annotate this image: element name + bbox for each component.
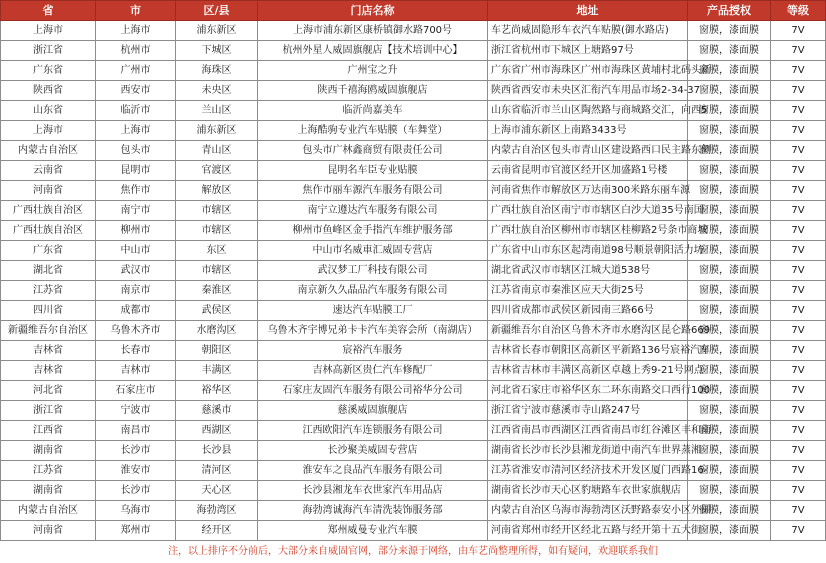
- cell-product-authorization: 窗膜，漆面膜: [688, 161, 771, 181]
- cell-province: 浙江省: [1, 41, 96, 61]
- cell-store-name: 中山市名威車汇威固专营店: [258, 241, 488, 261]
- header-province: 省: [1, 1, 96, 21]
- cell-city: 长春市: [96, 341, 176, 361]
- cell-level: 7V: [771, 521, 826, 541]
- cell-level: 7V: [771, 101, 826, 121]
- cell-province: 广西壮族自治区: [1, 221, 96, 241]
- cell-city: 淮安市: [96, 461, 176, 481]
- cell-store-name: 临沂尚嘉美车: [258, 101, 488, 121]
- cell-address: 湖南省长沙市天心区豹塘路车衣世家旗舰店: [488, 481, 688, 501]
- cell-level: 7V: [771, 321, 826, 341]
- cell-product-authorization: 窗膜，漆面膜: [688, 441, 771, 461]
- cell-city: 南京市: [96, 281, 176, 301]
- cell-province: 广东省: [1, 241, 96, 261]
- cell-store-name: 淮安车之良品汽车服务有限公司: [258, 461, 488, 481]
- cell-province: 上海市: [1, 21, 96, 41]
- cell-province: 四川省: [1, 301, 96, 321]
- cell-product-authorization: 窗膜，漆面膜: [688, 61, 771, 81]
- cell-district: 清河区: [176, 461, 258, 481]
- cell-address: 上海市浦东新区上南路3433号: [488, 121, 688, 141]
- cell-store-name: 吉林高新区贵仁汽车修配厂: [258, 361, 488, 381]
- cell-level: 7V: [771, 201, 826, 221]
- cell-city: 柳州市: [96, 221, 176, 241]
- cell-address: 江苏省淮安市清河区经济技术开发区厦门西路16-: [488, 461, 688, 481]
- footnote: 注，以上排序不分前后，大部分来自威固官网，部分来源于网络，由车艺尚整理所得，如有疑问，欢迎联系我们: [1, 541, 826, 563]
- cell-district: 市辖区: [176, 221, 258, 241]
- cell-province: 广东省: [1, 61, 96, 81]
- cell-level: 7V: [771, 41, 826, 61]
- cell-district: 西湖区: [176, 421, 258, 441]
- cell-city: 长沙市: [96, 481, 176, 501]
- cell-store-name: 长沙聚美威固专营店: [258, 441, 488, 461]
- cell-city: 上海市: [96, 21, 176, 41]
- cell-province: 新疆维吾尔自治区: [1, 321, 96, 341]
- header-level: 等级: [771, 1, 826, 21]
- cell-level: 7V: [771, 341, 826, 361]
- header-row: [1, 1, 826, 21]
- cell-city: 郑州市: [96, 521, 176, 541]
- cell-product-authorization: 窗膜，漆面膜: [688, 361, 771, 381]
- cell-district: 海珠区: [176, 61, 258, 81]
- cell-store-name: 焦作市丽车源汽车服务有限公司: [258, 181, 488, 201]
- cell-store-name: 郑州威曼专业汽车膜: [258, 521, 488, 541]
- cell-store-name: 慈溪威固旗舰店: [258, 401, 488, 421]
- cell-address: 山东省临沂市兰山区陶然路与商城路交汇，向西5: [488, 101, 688, 121]
- cell-product-authorization: 窗膜，漆面膜: [688, 41, 771, 61]
- table-row: [1, 361, 826, 381]
- cell-address: 云南省昆明市官渡区经开区加盛路1号楼: [488, 161, 688, 181]
- cell-store-name: 武汉梦工厂科技有限公司: [258, 261, 488, 281]
- footnote-row: [1, 541, 826, 563]
- cell-city: 武汉市: [96, 261, 176, 281]
- cell-district: 市辖区: [176, 261, 258, 281]
- cell-district: 海勃湾区: [176, 501, 258, 521]
- cell-district: 水磨沟区: [176, 321, 258, 341]
- cell-level: 7V: [771, 121, 826, 141]
- cell-product-authorization: 窗膜，漆面膜: [688, 181, 771, 201]
- cell-city: 宁波市: [96, 401, 176, 421]
- cell-province: 河南省: [1, 181, 96, 201]
- table-row: [1, 341, 826, 361]
- cell-level: 7V: [771, 441, 826, 461]
- cell-city: 杭州市: [96, 41, 176, 61]
- table-row: [1, 401, 826, 421]
- table-row: [1, 321, 826, 341]
- cell-district: 下城区: [176, 41, 258, 61]
- cell-district: 朝阳区: [176, 341, 258, 361]
- table-row: [1, 261, 826, 281]
- cell-level: 7V: [771, 361, 826, 381]
- cell-product-authorization: 窗膜，漆面膜: [688, 301, 771, 321]
- cell-product-authorization: 窗膜，漆面膜: [688, 261, 771, 281]
- cell-product-authorization: 窗膜，漆面膜: [688, 101, 771, 121]
- cell-product-authorization: 窗膜，漆面膜: [688, 341, 771, 361]
- cell-level: 7V: [771, 61, 826, 81]
- cell-address: 四川省成都市武侯区新园南三路66号: [488, 301, 688, 321]
- cell-level: 7V: [771, 301, 826, 321]
- cell-product-authorization: 窗膜，漆面膜: [688, 81, 771, 101]
- cell-province: 吉林省: [1, 341, 96, 361]
- table-row: [1, 441, 826, 461]
- cell-city: 西安市: [96, 81, 176, 101]
- cell-province: 湖南省: [1, 441, 96, 461]
- cell-address: 河南省郑州市经开区经北五路与经开第十五大街: [488, 521, 688, 541]
- cell-district: 丰满区: [176, 361, 258, 381]
- cell-store-name: 石家庄友固汽车服务有限公司裕华分公司: [258, 381, 488, 401]
- cell-province: 内蒙古自治区: [1, 141, 96, 161]
- table-row: [1, 421, 826, 441]
- cell-city: 临沂市: [96, 101, 176, 121]
- cell-level: 7V: [771, 221, 826, 241]
- table-row: [1, 301, 826, 321]
- cell-district: 慈溪市: [176, 401, 258, 421]
- cell-store-name: 广州宝之升: [258, 61, 488, 81]
- header-store-name: 门店名称: [258, 1, 488, 21]
- cell-level: 7V: [771, 261, 826, 281]
- cell-store-name: 乌鲁木齐宇博兄弟卡卡汽车美容会所（南湖店）: [258, 321, 488, 341]
- table-row: [1, 21, 826, 41]
- cell-address: 广东省广州市海珠区广州市海珠区黄埔村北码头新: [488, 61, 688, 81]
- cell-district: 东区: [176, 241, 258, 261]
- cell-level: 7V: [771, 81, 826, 101]
- cell-province: 河北省: [1, 381, 96, 401]
- cell-product-authorization: 窗膜，漆面膜: [688, 221, 771, 241]
- table-row: [1, 461, 826, 481]
- cell-store-name: 海勃湾诚海汽车清洗装饰服务部: [258, 501, 488, 521]
- cell-address: 内蒙古自治区乌海市海勃湾区沃野路泰安小区外围: [488, 501, 688, 521]
- cell-product-authorization: 窗膜，漆面膜: [688, 421, 771, 441]
- cell-product-authorization: 窗膜，漆面膜: [688, 201, 771, 221]
- table-row: [1, 241, 826, 261]
- cell-province: 湖北省: [1, 261, 96, 281]
- cell-district: 浦东新区: [176, 121, 258, 141]
- cell-district: 经开区: [176, 521, 258, 541]
- table-row: [1, 521, 826, 541]
- cell-city: 包头市: [96, 141, 176, 161]
- cell-city: 乌鲁木齐市: [96, 321, 176, 341]
- table-row: [1, 121, 826, 141]
- cell-city: 昆明市: [96, 161, 176, 181]
- table-row: [1, 181, 826, 201]
- cell-store-name: 上海酷驹专业汽车贴膜（车舞堂）: [258, 121, 488, 141]
- cell-store-name: 包头市广林鑫商贸有限责任公司: [258, 141, 488, 161]
- cell-level: 7V: [771, 501, 826, 521]
- cell-product-authorization: 窗膜，漆面膜: [688, 401, 771, 421]
- cell-district: 解放区: [176, 181, 258, 201]
- cell-store-name: 柳州市鱼峰区金手指汽车维护服务部: [258, 221, 488, 241]
- cell-province: 河南省: [1, 521, 96, 541]
- table-row: [1, 481, 826, 501]
- cell-store-name: 陕西千禧海鸥威固旗舰店: [258, 81, 488, 101]
- cell-address: 广西壮族自治区南宁市市辖区白沙大道35号南国: [488, 201, 688, 221]
- cell-city: 中山市: [96, 241, 176, 261]
- cell-province: 广西壮族自治区: [1, 201, 96, 221]
- cell-product-authorization: 窗膜，漆面膜: [688, 121, 771, 141]
- cell-district: 青山区: [176, 141, 258, 161]
- cell-district: 未央区: [176, 81, 258, 101]
- cell-store-name: 南宁立遵达汽车服务有限公司: [258, 201, 488, 221]
- cell-address: 吉林省吉林市丰满区高新区卓越上秀9-21号网点: [488, 361, 688, 381]
- cell-product-authorization: 窗膜，漆面膜: [688, 141, 771, 161]
- cell-product-authorization: 窗膜，漆面膜: [688, 21, 771, 41]
- cell-store-name: 江西欧阳汽车连锁服务有限公司: [258, 421, 488, 441]
- cell-store-name: 长沙县湘龙车衣世家汽车用品店: [258, 481, 488, 501]
- cell-store-name: 杭州外星人威固旗舰店【技术培训中心】: [258, 41, 488, 61]
- cell-city: 石家庄市: [96, 381, 176, 401]
- cell-address: 江西省南昌市西湖区江西省南昌市红谷滩区丰和南: [488, 421, 688, 441]
- cell-level: 7V: [771, 381, 826, 401]
- cell-level: 7V: [771, 481, 826, 501]
- cell-product-authorization: 窗膜，漆面膜: [688, 321, 771, 341]
- cell-level: 7V: [771, 421, 826, 441]
- cell-address: 陕西省西安市未央区汇衔汽车用品市场2-34-37: [488, 81, 688, 101]
- cell-level: 7V: [771, 241, 826, 261]
- cell-city: 吉林市: [96, 361, 176, 381]
- header-district: 区/县: [176, 1, 258, 21]
- cell-province: 山东省: [1, 101, 96, 121]
- cell-product-authorization: 窗膜，漆面膜: [688, 241, 771, 261]
- cell-product-authorization: 窗膜，漆面膜: [688, 501, 771, 521]
- cell-product-authorization: 窗膜，漆面膜: [688, 461, 771, 481]
- table-row: [1, 501, 826, 521]
- cell-product-authorization: 窗膜，漆面膜: [688, 281, 771, 301]
- cell-city: 成都市: [96, 301, 176, 321]
- header-city: 市: [96, 1, 176, 21]
- cell-address: 广东省中山市东区起湾南道98号顺景朝阳活力坊: [488, 241, 688, 261]
- cell-store-name: 昆明名车臣专业贴膜: [258, 161, 488, 181]
- cell-address: 湖南省长沙市长沙县湘龙街道中南汽车世界蒸湘: [488, 441, 688, 461]
- cell-district: 天心区: [176, 481, 258, 501]
- cell-address: 江苏省南京市秦淮区应天大街25号: [488, 281, 688, 301]
- table-row: [1, 201, 826, 221]
- cell-city: 南昌市: [96, 421, 176, 441]
- cell-province: 江苏省: [1, 281, 96, 301]
- table-row: [1, 61, 826, 81]
- cell-address: 湖北省武汉市市辖区江城大道538号: [488, 261, 688, 281]
- cell-product-authorization: 窗膜，漆面膜: [688, 381, 771, 401]
- cell-district: 秦淮区: [176, 281, 258, 301]
- cell-address: 河北省石家庄市裕华区东二环东南路交口西行100: [488, 381, 688, 401]
- cell-district: 裕华区: [176, 381, 258, 401]
- cell-address: 内蒙古自治区包头市青山区建设路西口民主路东侧: [488, 141, 688, 161]
- cell-level: 7V: [771, 161, 826, 181]
- cell-address: 广西壮族自治区柳州市市辖区桂柳路2号条市商城: [488, 221, 688, 241]
- cell-address: 吉林省长春市朝阳区高新区平新路136号宸裕汽车: [488, 341, 688, 361]
- cell-province: 江西省: [1, 421, 96, 441]
- cell-level: 7V: [771, 21, 826, 41]
- table-row: [1, 281, 826, 301]
- table-row: [1, 161, 826, 181]
- cell-province: 上海市: [1, 121, 96, 141]
- cell-city: 焦作市: [96, 181, 176, 201]
- cell-store-name: 上海市浦东新区康桥镇御水路700号: [258, 21, 488, 41]
- cell-level: 7V: [771, 281, 826, 301]
- cell-store-name: 速达汽车贴膜工厂: [258, 301, 488, 321]
- cell-province: 陕西省: [1, 81, 96, 101]
- cell-store-name: 南京新久久晶品汽车服务有限公司: [258, 281, 488, 301]
- cell-store-name: 宸裕汽车服务: [258, 341, 488, 361]
- cell-address: 浙江省杭州市下城区上塘路97号: [488, 41, 688, 61]
- cell-province: 浙江省: [1, 401, 96, 421]
- cell-level: 7V: [771, 141, 826, 161]
- cell-address: 车艺尚威固隐形车衣汽车贴膜(御水路店): [488, 21, 688, 41]
- cell-level: 7V: [771, 461, 826, 481]
- cell-product-authorization: 窗膜，漆面膜: [688, 481, 771, 501]
- cell-address: 新疆维吾尔自治区乌鲁木齐市水磨沟区昆仑路669: [488, 321, 688, 341]
- table-row: [1, 101, 826, 121]
- cell-city: 广州市: [96, 61, 176, 81]
- cell-city: 乌海市: [96, 501, 176, 521]
- cell-district: 兰山区: [176, 101, 258, 121]
- cell-district: 武侯区: [176, 301, 258, 321]
- header-address: 地址: [488, 1, 688, 21]
- cell-level: 7V: [771, 401, 826, 421]
- cell-province: 内蒙古自治区: [1, 501, 96, 521]
- cell-province: 云南省: [1, 161, 96, 181]
- cell-province: 吉林省: [1, 361, 96, 381]
- cell-city: 南宁市: [96, 201, 176, 221]
- cell-address: 河南省焦作市解放区万达南300米路东丽车源: [488, 181, 688, 201]
- cell-address: 浙江省宁波市慈溪市寺山路247号: [488, 401, 688, 421]
- header-product-authorization: 产品授权: [688, 1, 771, 21]
- table-body: [1, 21, 826, 541]
- cell-city: 上海市: [96, 121, 176, 141]
- cell-province: 湖南省: [1, 481, 96, 501]
- cell-district: 浦东新区: [176, 21, 258, 41]
- table-row: [1, 81, 826, 101]
- cell-district: 长沙县: [176, 441, 258, 461]
- cell-province: 江苏省: [1, 461, 96, 481]
- table-row: [1, 141, 826, 161]
- table-row: [1, 381, 826, 401]
- cell-level: 7V: [771, 181, 826, 201]
- cell-city: 长沙市: [96, 441, 176, 461]
- table-row: [1, 221, 826, 241]
- cell-product-authorization: 窗膜，漆面膜: [688, 521, 771, 541]
- cell-district: 官渡区: [176, 161, 258, 181]
- table-row: [1, 41, 826, 61]
- cell-district: 市辖区: [176, 201, 258, 221]
